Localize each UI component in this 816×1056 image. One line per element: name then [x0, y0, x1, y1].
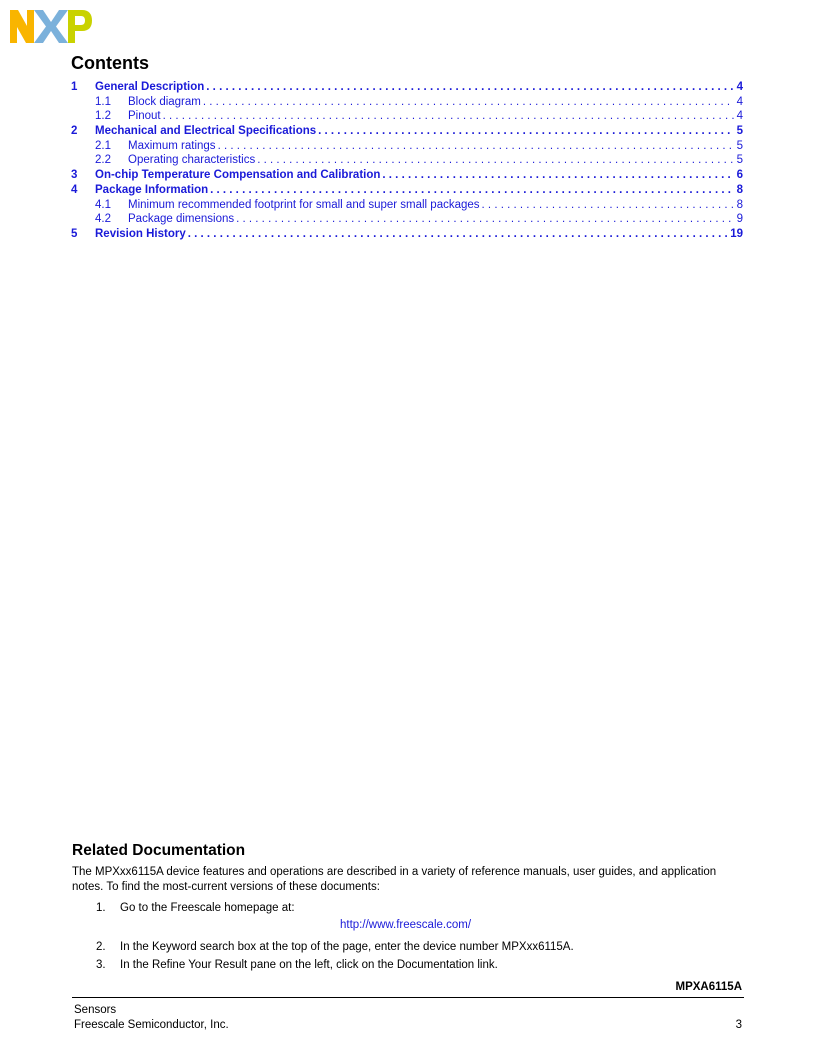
toc-entry[interactable]	[71, 212, 743, 227]
toc-entry-page[interactable]: 4	[736, 81, 743, 93]
toc-entry-number: 1.1	[95, 95, 111, 108]
step-text: In the Keyword search box at the top of the page, enter the device number MPXxx6115A.	[120, 941, 574, 953]
toc-entry-number: 1.2	[95, 110, 111, 123]
toc-entry-number: 3	[71, 169, 78, 182]
toc-entry[interactable]	[71, 95, 743, 110]
step-number: 1.	[96, 902, 106, 914]
toc-entry[interactable]	[71, 183, 743, 198]
toc-leader-dots	[163, 109, 734, 124]
footer-divider	[72, 997, 744, 998]
nxp-logo	[10, 10, 92, 43]
toc-entry[interactable]	[71, 168, 743, 183]
toc-entry[interactable]	[71, 109, 743, 124]
toc-entry-number: 4.2	[95, 213, 111, 226]
toc-entry-title[interactable]: Operating characteristics	[128, 154, 256, 167]
step-text: Go to the Freescale homepage at:	[120, 902, 295, 914]
toc-entry[interactable]	[71, 80, 743, 95]
toc-entry-title[interactable]: Mechanical and Electrical Specifications	[95, 125, 317, 138]
related-documentation-heading: Related Documentation	[72, 842, 246, 859]
toc-entry-title[interactable]: Maximum ratings	[128, 139, 216, 152]
toc-entry-page[interactable]: 5	[736, 154, 743, 167]
step-number: 2.	[96, 941, 106, 953]
toc-leader-dots	[236, 212, 733, 227]
toc-entry[interactable]	[71, 227, 743, 242]
toc-entry-number: 2.1	[95, 139, 111, 152]
document-id: MPXA6115A	[675, 981, 742, 993]
toc-entry-page[interactable]: 5	[736, 139, 743, 152]
toc-entry[interactable]	[71, 198, 743, 213]
step-number: 3.	[96, 959, 106, 971]
toc-leader-dots	[203, 95, 734, 110]
toc-entry-number: 4.1	[95, 198, 111, 211]
related-documentation-intro: The MPXxx6115A device features and operations are described in a variety of reference manuals, user guides, and application notes. To find the most-current versions of these documents:	[72, 866, 717, 893]
footer-category: Sensors	[74, 1004, 117, 1016]
toc-entry-page[interactable]: 4	[736, 110, 743, 123]
toc-entry-title[interactable]: General Description	[95, 81, 205, 93]
freescale-homepage-link[interactable]: http://www.freescale.com/	[340, 919, 472, 931]
toc-entry-number: 1	[71, 81, 78, 93]
toc-leader-dots	[318, 124, 733, 139]
toc-entry-page[interactable]: 19	[730, 227, 743, 240]
toc-entry-title[interactable]: Package Information	[95, 183, 209, 196]
toc-entry-page[interactable]: 8	[736, 198, 743, 211]
toc-entry-title[interactable]: On-chip Temperature Compensation and Calibration	[95, 169, 381, 182]
toc-entry-number: 2	[71, 125, 78, 138]
toc-entry-title[interactable]: Pinout	[128, 110, 161, 123]
toc-entry-title[interactable]: Minimum recommended footprint for small and super small packages	[128, 198, 480, 211]
toc-entry[interactable]	[71, 153, 743, 168]
toc-entry-page[interactable]: 8	[736, 183, 743, 196]
toc-leader-dots	[257, 153, 733, 168]
toc-entry-page[interactable]: 4	[736, 95, 743, 108]
toc-entry[interactable]	[71, 139, 743, 154]
page-number: 3	[735, 1019, 742, 1031]
toc-entry-title[interactable]: Revision History	[95, 227, 186, 240]
toc-entry-number: 2.2	[95, 154, 111, 167]
toc-entry-page[interactable]: 5	[736, 125, 743, 138]
footer-company: Freescale Semiconductor, Inc.	[74, 1019, 229, 1031]
toc-leader-dots	[188, 227, 727, 242]
table-of-contents	[71, 80, 743, 242]
toc-entry-title[interactable]: Block diagram	[128, 95, 201, 108]
toc-entry-number: 4	[71, 183, 78, 196]
toc-entry-title[interactable]: Package dimensions	[128, 213, 235, 226]
toc-entry-page[interactable]: 9	[736, 213, 743, 226]
toc-leader-dots	[210, 183, 733, 198]
contents-heading: Contents	[71, 53, 149, 73]
toc-entry-number: 5	[71, 227, 78, 240]
toc-leader-dots	[382, 168, 733, 183]
step-text: In the Refine Your Result pane on the left, click on the Documentation link.	[120, 959, 498, 971]
toc-leader-dots	[482, 198, 734, 213]
toc-entry-page[interactable]: 6	[736, 169, 743, 182]
toc-leader-dots	[218, 139, 734, 154]
toc-leader-dots	[206, 80, 733, 95]
toc-entry[interactable]	[71, 124, 743, 139]
